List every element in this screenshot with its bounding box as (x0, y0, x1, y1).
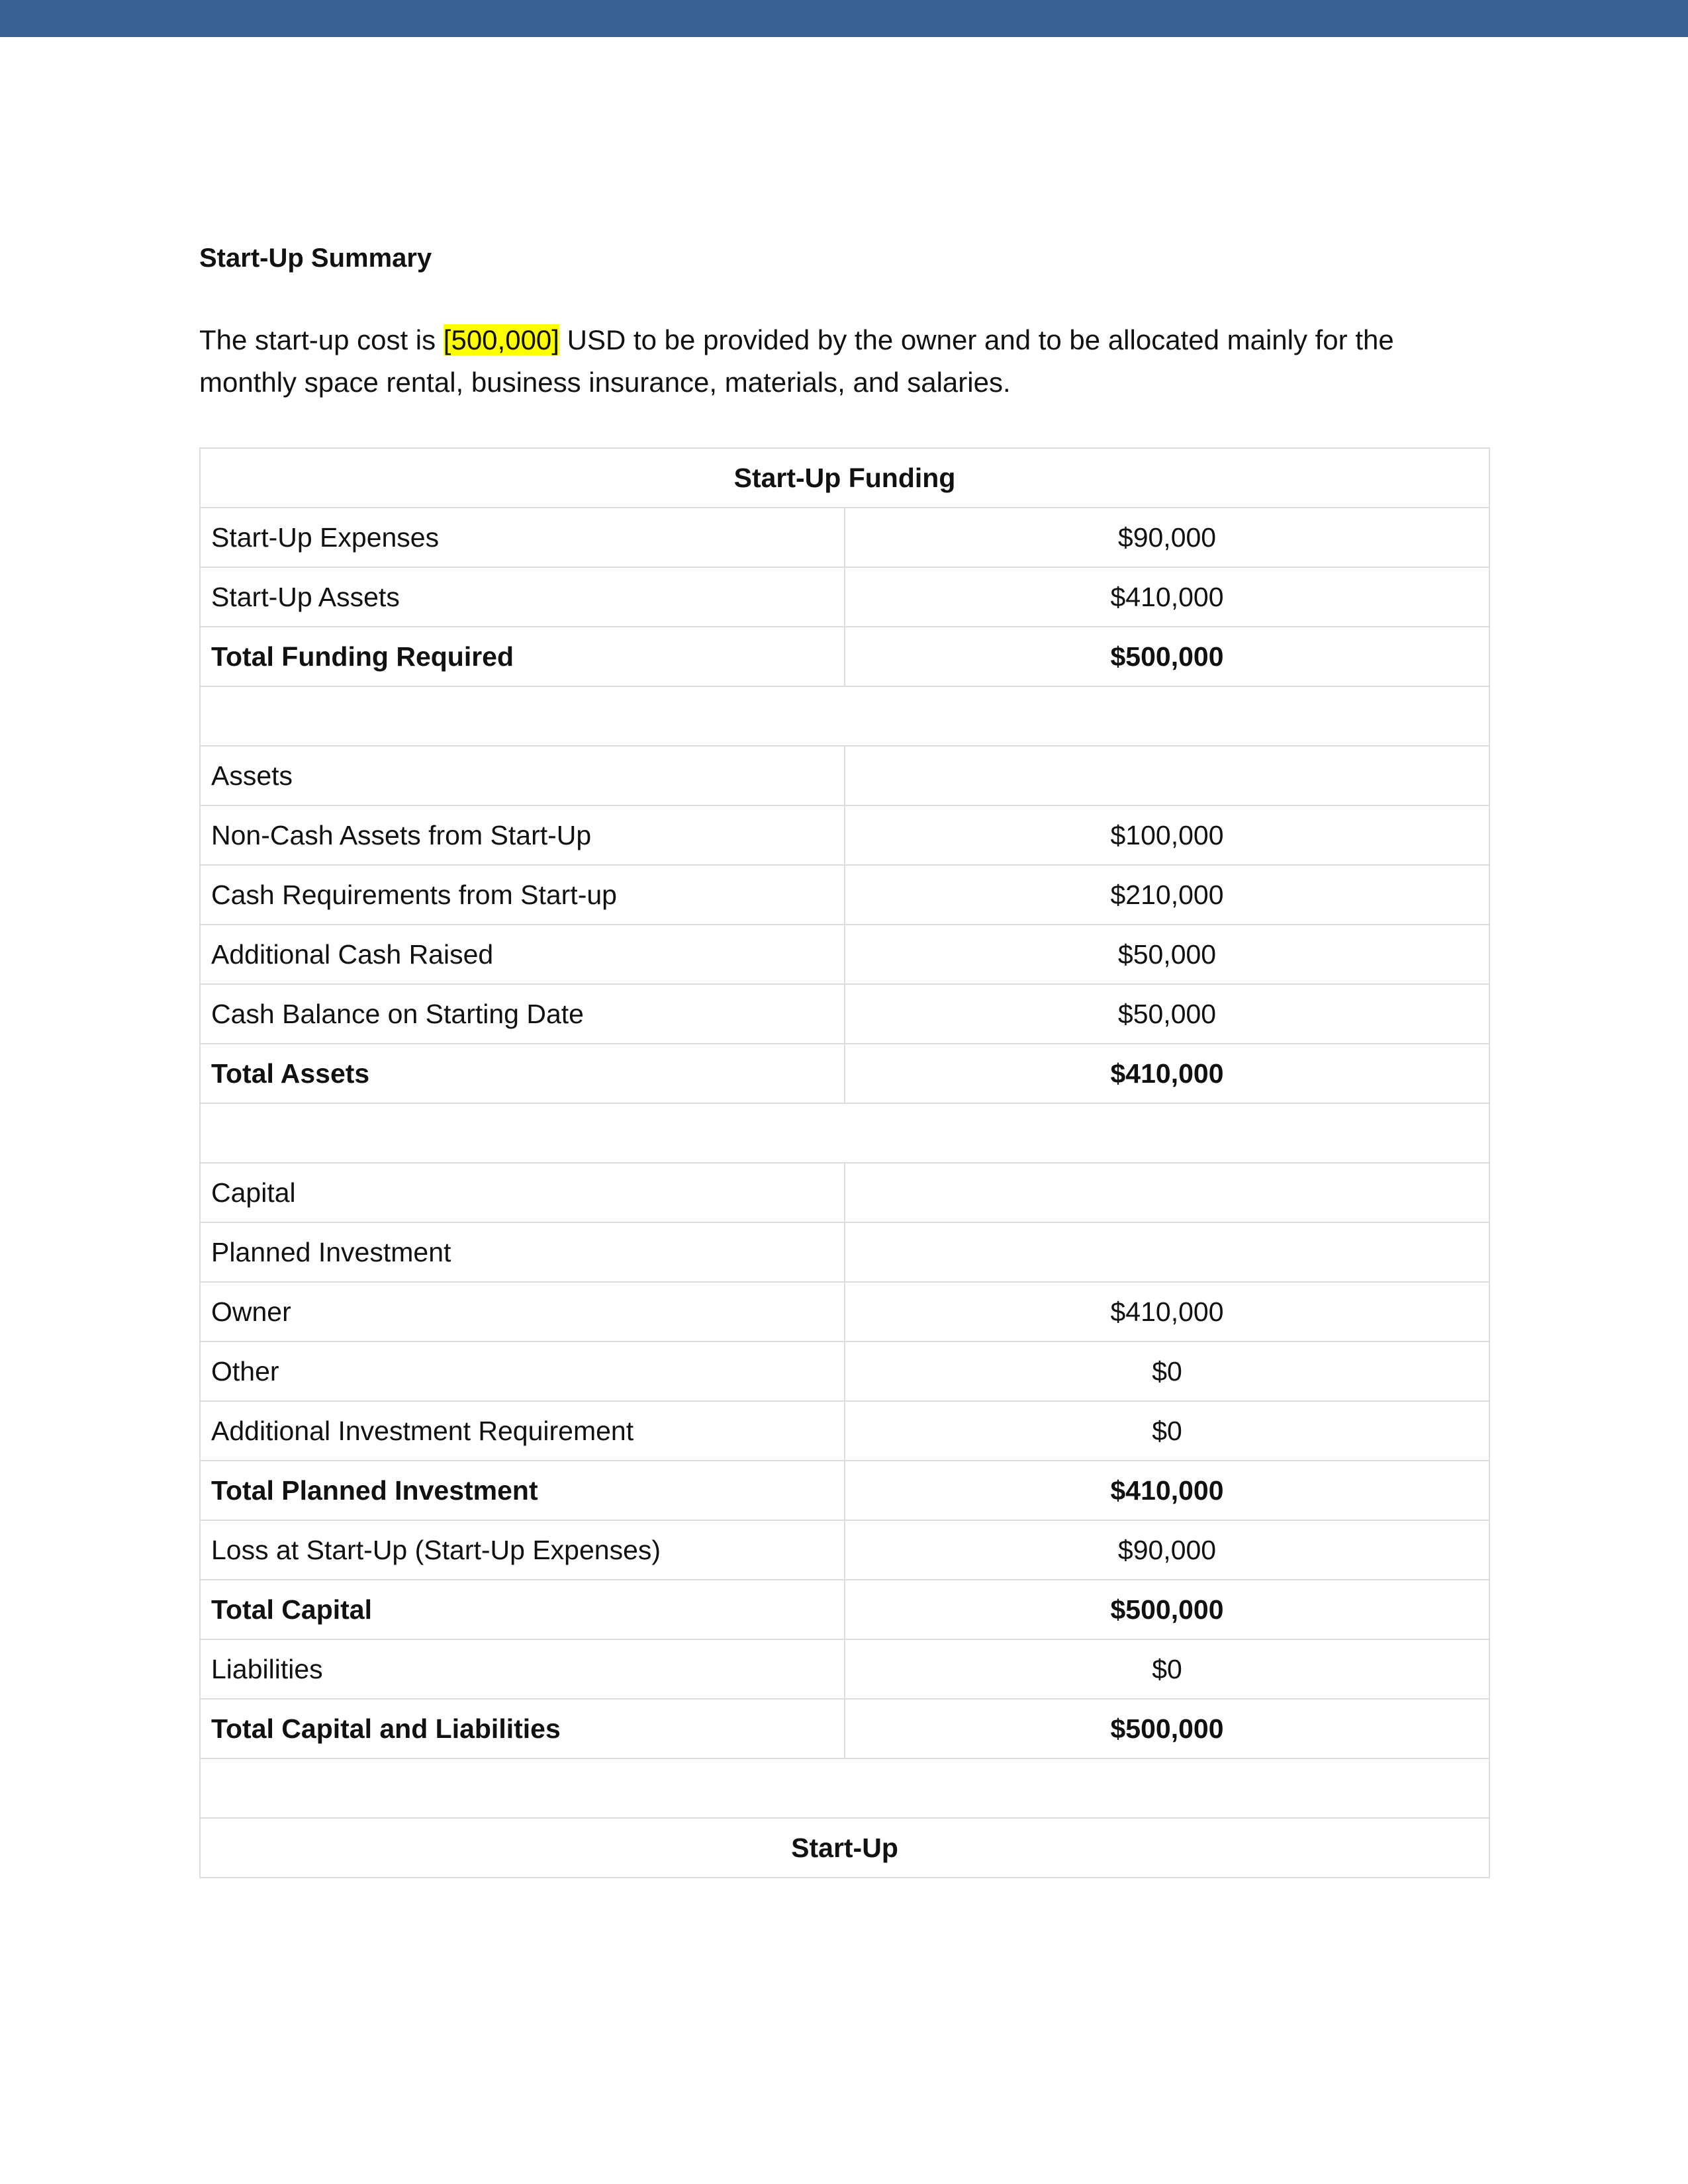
row-value: $500,000 (845, 627, 1489, 686)
table-spacer-row (200, 1103, 1489, 1163)
header-color-bar (0, 0, 1688, 37)
row-label: Total Funding Required (200, 627, 845, 686)
table-header-row (200, 448, 1489, 508)
row-label: Total Capital and Liabilities (200, 1699, 845, 1758)
row-value: $410,000 (845, 1461, 1489, 1520)
row-label: Additional Cash Raised (200, 925, 845, 984)
row-label: Other (200, 1342, 845, 1401)
table-row (200, 1520, 1489, 1580)
table-row (200, 508, 1489, 567)
row-label: Total Assets (200, 1044, 845, 1103)
table-row (200, 746, 1489, 805)
start-up-funding-table (199, 447, 1490, 1878)
section-heading: Start-Up Summary (199, 244, 432, 273)
row-value: $410,000 (845, 1044, 1489, 1103)
row-value: $50,000 (845, 925, 1489, 984)
table-row (200, 1222, 1489, 1282)
row-label: Cash Requirements from Start-up (200, 865, 845, 925)
row-value: $0 (845, 1401, 1489, 1461)
row-label: Owner (200, 1282, 845, 1342)
row-label: Planned Investment (200, 1222, 845, 1282)
row-value: $90,000 (845, 508, 1489, 567)
row-label: Capital (200, 1163, 845, 1222)
row-value (845, 746, 1489, 805)
table-row (200, 1461, 1489, 1520)
row-value: $90,000 (845, 1520, 1489, 1580)
table-row (200, 984, 1489, 1044)
row-label: Non-Cash Assets from Start-Up (200, 805, 845, 865)
row-value: $410,000 (845, 1282, 1489, 1342)
row-value: $500,000 (845, 1699, 1489, 1758)
table-row (200, 1342, 1489, 1401)
row-label: Assets (200, 746, 845, 805)
row-value: $410,000 (845, 567, 1489, 627)
table-spacer-cell (200, 686, 1489, 746)
table-spacer-cell (200, 1758, 1489, 1818)
document-body (199, 238, 1490, 1878)
table-footer-row (200, 1818, 1489, 1878)
row-label: Loss at Start-Up (Start-Up Expenses) (200, 1520, 845, 1580)
row-label: Liabilities (200, 1639, 845, 1699)
table-row (200, 1401, 1489, 1461)
table-row (200, 925, 1489, 984)
row-value: $0 (845, 1639, 1489, 1699)
row-value: $0 (845, 1342, 1489, 1401)
intro-text-after: USD to be provided by the owner and to be allocated mainly for the monthly space rental, business insurance, materials, and salaries. (199, 324, 1394, 398)
row-label: Start-Up Expenses (200, 508, 845, 567)
table-row (200, 567, 1489, 627)
table-row (200, 865, 1489, 925)
row-value: $500,000 (845, 1580, 1489, 1639)
table-row (200, 805, 1489, 865)
table-spacer-cell (200, 1103, 1489, 1163)
row-label: Cash Balance on Starting Date (200, 984, 845, 1044)
row-value: $50,000 (845, 984, 1489, 1044)
row-label: Total Capital (200, 1580, 845, 1639)
table-spacer-row (200, 686, 1489, 746)
table-spacer-row (200, 1758, 1489, 1818)
table-header-cell: Start-Up Funding (200, 448, 1489, 508)
row-label: Start-Up Assets (200, 567, 845, 627)
row-value: $210,000 (845, 865, 1489, 925)
row-value (845, 1163, 1489, 1222)
table-row (200, 1639, 1489, 1699)
row-value (845, 1222, 1489, 1282)
table-row (200, 1163, 1489, 1222)
intro-paragraph (199, 319, 1490, 404)
table-row (200, 627, 1489, 686)
intro-text-before: The start-up cost is (199, 324, 444, 355)
row-value: $100,000 (845, 805, 1489, 865)
table-row (200, 1699, 1489, 1758)
table-footer-cell: Start-Up (200, 1818, 1489, 1878)
table-row (200, 1044, 1489, 1103)
table-row (200, 1580, 1489, 1639)
table-row (200, 1282, 1489, 1342)
row-label: Additional Investment Requirement (200, 1401, 845, 1461)
highlighted-amount: [500,000] (443, 324, 559, 355)
row-label: Total Planned Investment (200, 1461, 845, 1520)
